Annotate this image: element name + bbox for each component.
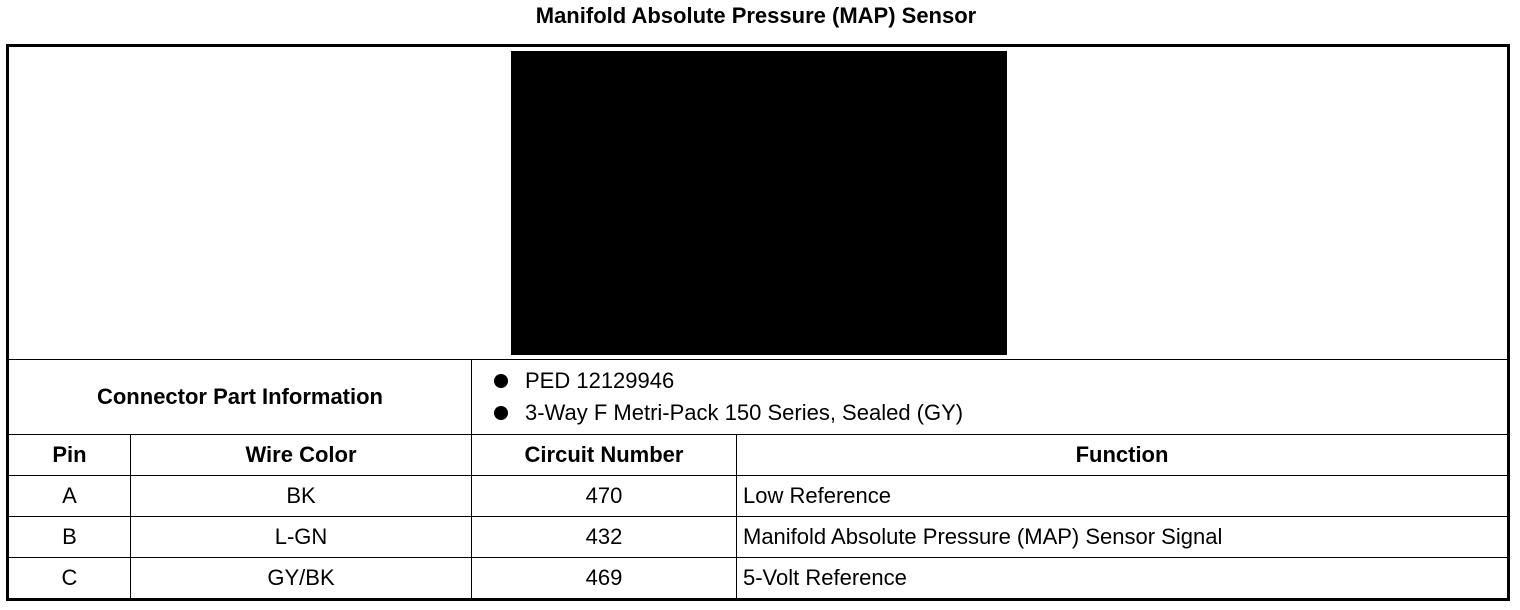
- header-function: Function: [737, 435, 1509, 476]
- connector-info-list: [472, 360, 1509, 435]
- bullet-icon: [494, 374, 508, 388]
- page-title: Manifold Absolute Pressure (MAP) Sensor: [535, 3, 977, 28]
- table-row: [8, 558, 1509, 600]
- cell-pin: B: [8, 517, 131, 558]
- bullet-icon: [494, 406, 508, 420]
- connector-table: [6, 44, 1510, 601]
- cell-circuit-number: 432: [472, 517, 737, 558]
- connector-image: [511, 51, 1007, 355]
- cell-pin: A: [8, 476, 131, 517]
- cell-wire-color: GY/BK: [131, 558, 472, 600]
- cell-circuit-number: 470: [472, 476, 737, 517]
- connector-info-label: Connector Part Information: [8, 360, 472, 435]
- header-pin: Pin: [8, 435, 131, 476]
- cell-wire-color: L-GN: [131, 517, 472, 558]
- table-row: [8, 517, 1509, 558]
- table-row: [8, 476, 1509, 517]
- cell-function: 5-Volt Reference: [737, 558, 1509, 600]
- cell-pin: C: [8, 558, 131, 600]
- cell-wire-color: BK: [131, 476, 472, 517]
- list-item: [494, 365, 1507, 397]
- cell-circuit-number: 469: [472, 558, 737, 600]
- header-circuit-number: Circuit Number: [472, 435, 737, 476]
- cell-function: Low Reference: [737, 476, 1509, 517]
- connector-image-cell: [8, 46, 1509, 360]
- header-wire-color: Wire Color: [131, 435, 472, 476]
- table-header-row: [8, 435, 1509, 476]
- connector-info-item: 3-Way F Metri-Pack 150 Series, Sealed (GY): [525, 400, 964, 425]
- cell-function: Manifold Absolute Pressure (MAP) Sensor Signal: [737, 517, 1509, 558]
- list-item: [494, 397, 1507, 429]
- connector-info-item: PED 12129946: [525, 368, 675, 393]
